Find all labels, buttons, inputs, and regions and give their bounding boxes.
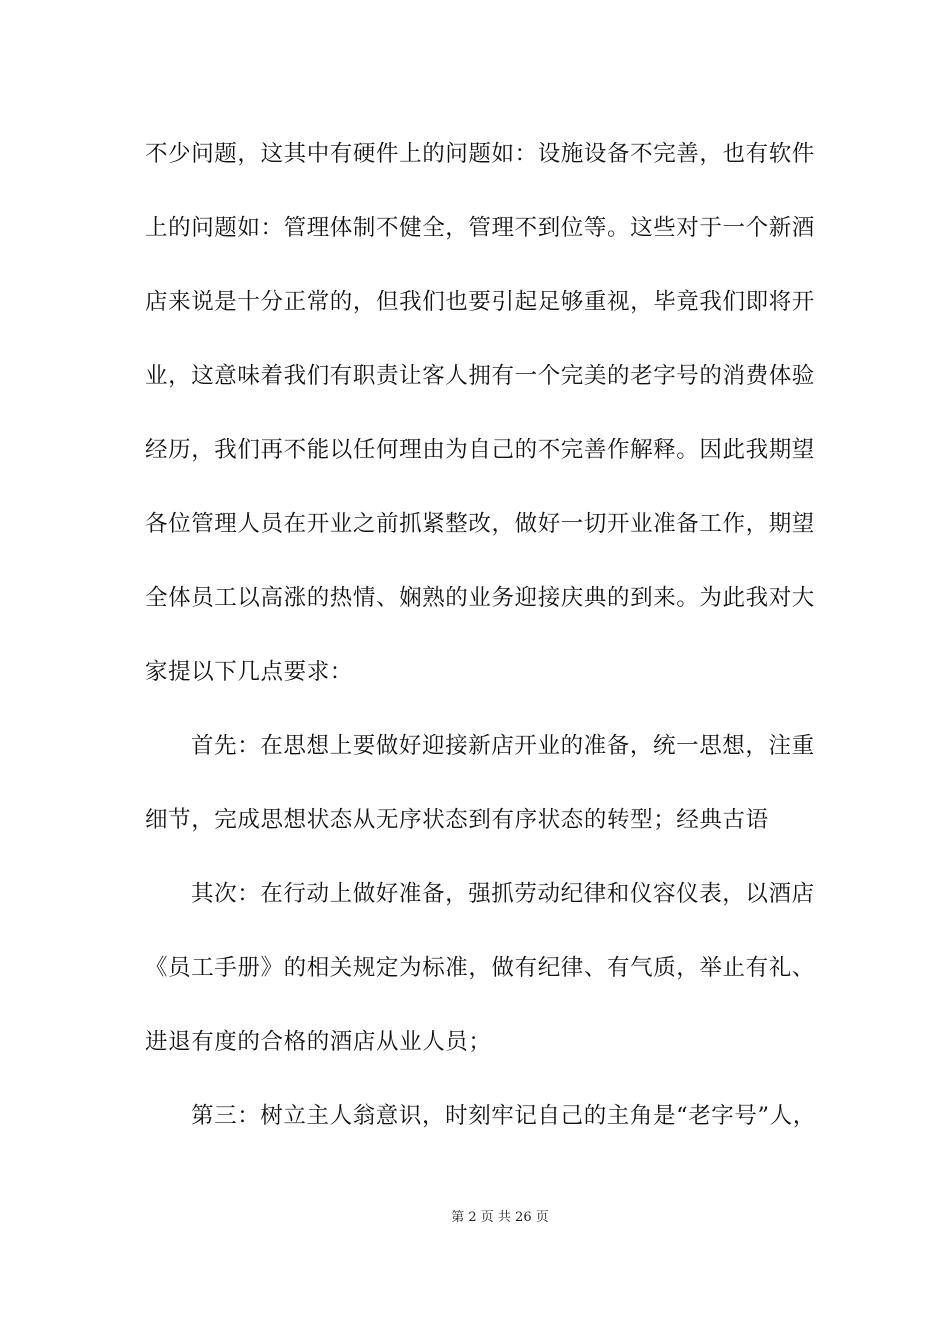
text-line: 全体员工以高涨的热情、娴熟的业务迎接庆典的到来。为此我对大 [145, 585, 815, 611]
text-line: 不少问题，这其中有硬件上的问题如：设施设备不完善，也有软件 [145, 141, 815, 167]
text-line: 其次：在行动上做好准备，强抓劳动纪律和仪容仪表，以酒店 [191, 881, 815, 907]
text-line: 店来说是十分正常的，但我们也要引起足够重视，毕竟我们即将开 [145, 289, 815, 315]
text-line: 进退有度的合格的酒店从业人员； [145, 1029, 492, 1055]
text-line: 经历，我们再不能以任何理由为自己的不完善作解释。因此我期望 [145, 437, 815, 463]
text-line: 各位管理人员在开业之前抓紧整改，做好一切开业准备工作，期望 [145, 511, 815, 537]
page-number-footer: 第 2 页 共 26 页 [451, 1210, 549, 1225]
text-line: 细节，完成思想状态从无序状态到有序状态的转型；经典古语 [145, 807, 769, 833]
text-line: 首先：在思想上要做好迎接新店开业的准备，统一思想，注重 [191, 733, 815, 759]
text-line: 业，这意味着我们有职责让客人拥有一个完美的老字号的消费体验 [145, 363, 815, 389]
text-line: 《员工手册》的相关规定为标准，做有纪律、有气质，举止有礼、 [145, 955, 815, 981]
text-line: 第三：树立主人翁意识，时刻牢记自己的主角是“老字号”人， [191, 1103, 816, 1129]
text-line: 上的问题如：管理体制不健全，管理不到位等。这些对于一个新酒 [145, 215, 815, 241]
text-line: 家提以下几点要求： [145, 659, 353, 685]
